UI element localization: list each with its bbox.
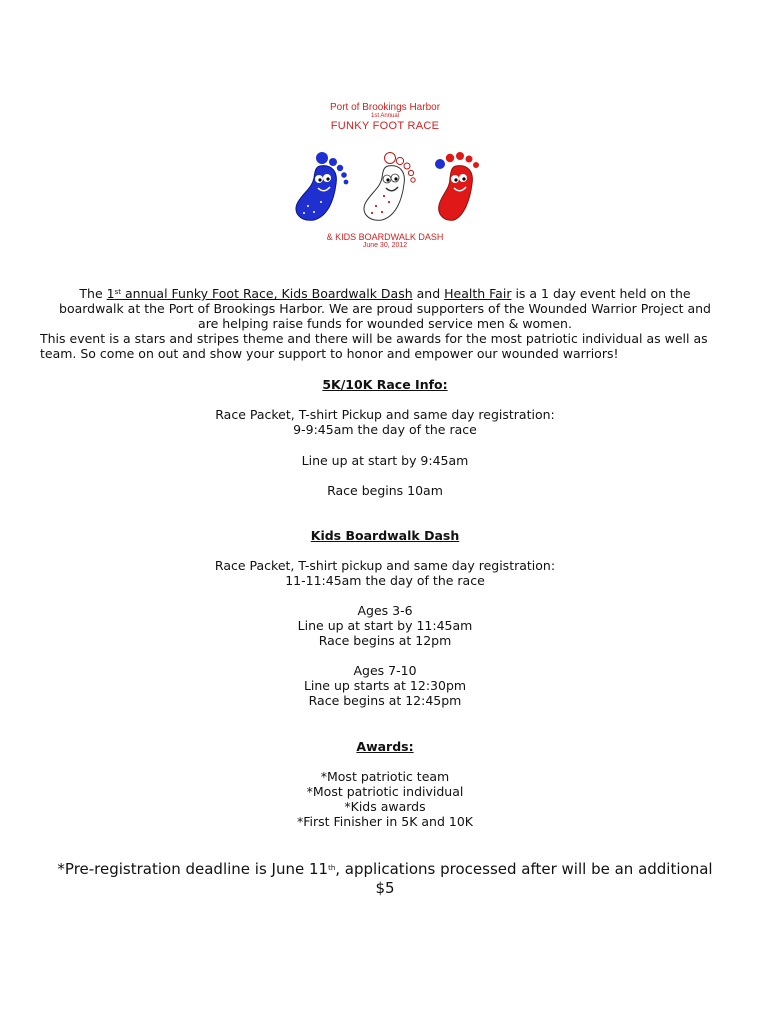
awards-list [40,769,730,829]
event-name-link: 1st annual Funky Foot Race, Kids Boardwalk Dash [106,286,413,301]
race-begins: Race begins 10am [327,483,443,498]
kids-group-3-6: Ages 3-6 Line up at start by 11:45am Race begins at 12pm [297,603,473,648]
awards-heading: Awards: [356,739,414,754]
race-lineup: Line up at start by 9:45am [301,453,469,468]
logo-port-name: Port of Brookings Harbor [329,102,441,113]
award-item: *Kids awards [344,799,426,814]
kids-packet-info: Race Packet, T-shirt pickup and same day registration: 11-11:45am the day of the race [214,558,556,588]
funky-feet-illustration [288,150,488,224]
award-item: *Most patriotic individual [306,784,464,799]
intro-line-1: The 1st annual Funky Foot Race, Kids Boardwalk Dash and Health Fair is a 1 day event held on the [79,286,691,301]
registration-deadline: *Pre-registration deadline is June 11th, applications processed after will be an additional $5 [40,860,730,898]
theme-line-1: This event is a stars and stripes theme and there will be awards for the most patriotic individual as well as [40,331,708,346]
red-foot-icon [435,152,479,220]
kids-dash-heading: Kids Boardwalk Dash [310,528,460,543]
award-item: *First Finisher in 5K and 10K [296,814,473,829]
logo-annual: 1st Annual [370,113,400,119]
health-fair-link: Health Fair [444,286,512,301]
intro-line-3: are helping raise funds for wounded service men & women. [198,316,572,331]
logo-kids-dash: & KIDS BOARDWALK DASH [326,232,444,242]
intro-line-2: boardwalk at the Port of Brookings Harbor. We are proud supporters of the Wounded Warrior Project and [59,301,711,316]
race-info-heading: 5K/10K Race Info: [322,377,448,392]
intro-paragraph [40,286,730,361]
white-foot-icon [364,153,415,221]
theme-line-2: team. So come on out and show your support to honor and empower our wounded warriors! [40,346,619,361]
kids-group-7-10: Ages 7-10 Line up starts at 12:30pm Race begins at 12:45pm [303,663,467,708]
logo-race-title: FUNKY FOOT RACE [330,120,440,132]
race-packet-info: Race Packet, T-shirt Pickup and same day registration: 9-9:45am the day of the race [215,407,555,437]
logo-date: June 30, 2012 [362,242,408,249]
race-logo [270,98,500,253]
blue-foot-icon [296,152,348,220]
late-fee: $5 [375,879,395,897]
award-item: *Most patriotic team [320,769,450,784]
